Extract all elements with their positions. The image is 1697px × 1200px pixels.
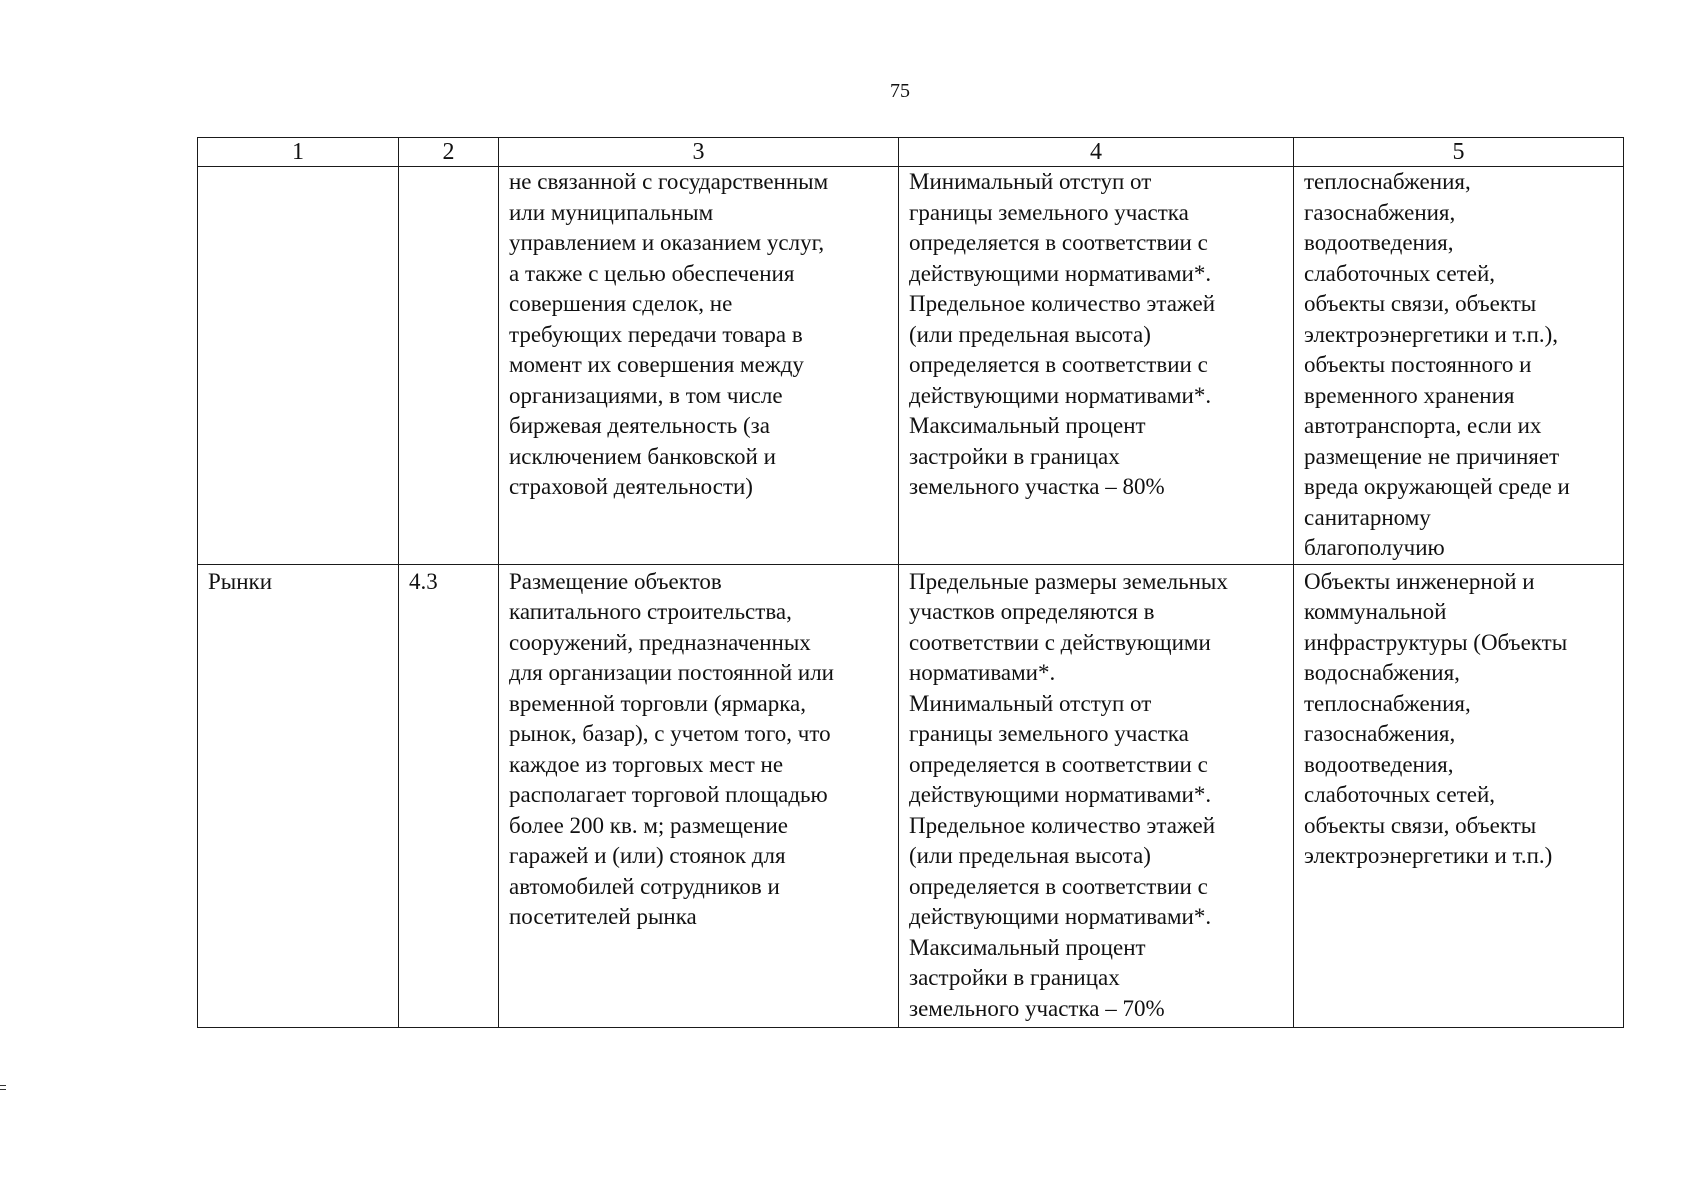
cell-use-description xyxy=(499,167,899,565)
cell-parameters xyxy=(899,167,1294,565)
cell-auxiliary-uses xyxy=(1294,564,1624,1027)
use-description-text: Размещение объектов капитального строительства, сооружений, предназначенных для организации постоянной или временной торговли (ярмарка, рынок, базар), с учетом того, что каждое из торговых мест не располагает торговой площадью более 200 кв. м; размещение гаражей и (или) стоянок для автомобилей сотрудников и посетителей рынка xyxy=(509,568,834,929)
use-description-text: не связанной с государственным или муниципальным управлением и оказанием услуг, а также с целью обеспечения совершения сделок, не требующих передачи товара в момент их совершения между организациями, в том числе биржевая деятельность (за исключением банковской и страховой деятельности) xyxy=(509,169,829,499)
column-header-2: 2 xyxy=(399,138,499,167)
auxiliary-uses-text: теплоснабжения, газоснабжения, водоотведения, слаботочных сетей, объекты связи, объекты электроэнергетики и т.п.), объекты постоянного и временного хранения автотранспорта, если их размещение не причиняет вреда окружающей среде и санитарному благополучию xyxy=(1304,169,1570,560)
table-row xyxy=(198,564,1624,1027)
page-number: 75 xyxy=(890,80,910,102)
margin-mark xyxy=(0,1085,6,1090)
column-header-4: 4 xyxy=(899,138,1294,167)
cell-auxiliary-uses xyxy=(1294,167,1624,565)
parameters-text: Минимальный отступ от границы земельного участка определяется в соответствии с действующими нормативами*. Предельное количество этажей (или предельная высота) определяется в соответствии с действующими нормативами*. Максимальный процент застройки в границах земельного участка – 80% xyxy=(909,169,1216,499)
column-header-5: 5 xyxy=(1294,138,1624,167)
cell-use-code xyxy=(399,167,499,565)
header-row xyxy=(198,138,1624,167)
cell-use-name xyxy=(198,564,399,1027)
parameters-text: Предельные размеры земельных участков определяются в соответствии с действующими нормативами*. Минимальный отступ от границы земельного участка определяется в соответствии с действующими нормативами*. Предельное количество этажей (или предельная высота) определяется в соответствии с действующими нормативами*. Максимальный процент застройки в границах земельного участка – 70% xyxy=(909,568,1228,1021)
table-row xyxy=(198,167,1624,565)
land-use-table xyxy=(197,137,1624,1028)
table-header xyxy=(198,138,1624,167)
use-code-text: 4.3 xyxy=(409,568,438,594)
cell-use-code xyxy=(399,564,499,1027)
cell-use-name xyxy=(198,167,399,565)
use-name-text: Рынки xyxy=(208,568,273,594)
cell-parameters xyxy=(899,564,1294,1027)
auxiliary-uses-text: Объекты инженерной и коммунальной инфраструктуры (Объекты водоснабжения, теплоснабжения, газоснабжения, водоотведения, слаботочных сетей, объекты связи, объекты электроэнергетики и т.п.) xyxy=(1304,568,1568,868)
cell-use-description xyxy=(499,564,899,1027)
column-header-1: 1 xyxy=(198,138,399,167)
column-header-3: 3 xyxy=(499,138,899,167)
